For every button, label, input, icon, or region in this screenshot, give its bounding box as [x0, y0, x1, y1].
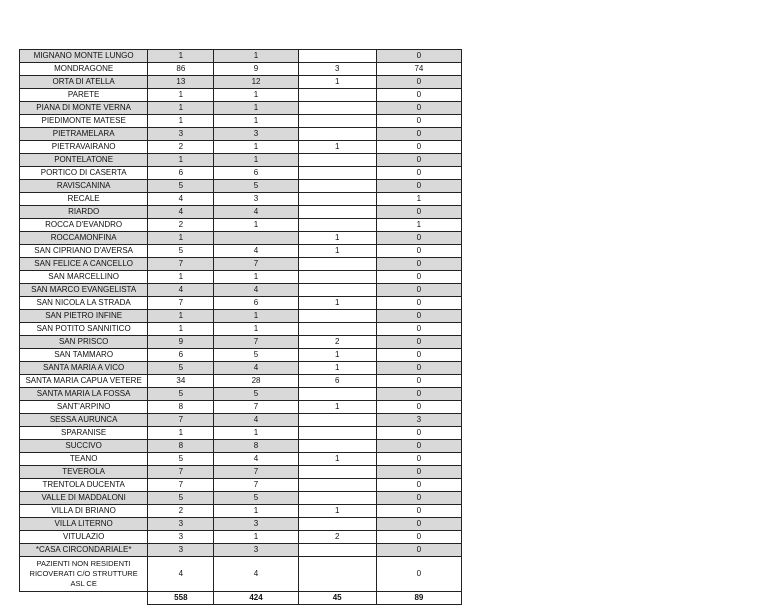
value-cell [298, 258, 376, 271]
municipality-cell: SANTA MARIA A VICO [20, 362, 148, 375]
table-row [20, 453, 462, 466]
value-cell: 0 [376, 310, 461, 323]
value-cell: 4 [148, 206, 214, 219]
value-cell [298, 518, 376, 531]
municipality-cell: ORTA DI ATELLA [20, 76, 148, 89]
municipality-cell: SANTA MARIA CAPUA VETERE [20, 375, 148, 388]
municipality-cell: PIEDIMONTE MATESE [20, 115, 148, 128]
value-cell: 7 [214, 401, 298, 414]
value-cell: 4 [214, 362, 298, 375]
value-cell: 0 [376, 544, 461, 557]
value-cell: 1 [214, 505, 298, 518]
value-cell: 9 [148, 336, 214, 349]
value-cell: 0 [376, 518, 461, 531]
value-cell: 3 [214, 544, 298, 557]
value-cell [298, 167, 376, 180]
value-cell: 6 [214, 297, 298, 310]
value-cell: 3 [214, 193, 298, 206]
value-cell: 4 [148, 193, 214, 206]
value-cell: 1 [214, 154, 298, 167]
table-row [20, 479, 462, 492]
value-cell [298, 557, 376, 592]
value-cell: 0 [376, 115, 461, 128]
value-cell: 1 [148, 154, 214, 167]
value-cell: 13 [148, 76, 214, 89]
value-cell: 3 [214, 518, 298, 531]
value-cell: 1 [298, 232, 376, 245]
table-row [20, 323, 462, 336]
table-row [20, 310, 462, 323]
table-row [20, 414, 462, 427]
value-cell [298, 479, 376, 492]
value-cell: 1 [298, 297, 376, 310]
value-cell: 1 [214, 531, 298, 544]
value-cell: 1 [214, 102, 298, 115]
value-cell [298, 466, 376, 479]
municipality-cell: SANT'ARPINO [20, 401, 148, 414]
table-row [20, 102, 462, 115]
municipality-cell: SUCCIVO [20, 440, 148, 453]
value-cell: 6 [148, 349, 214, 362]
value-cell: 3 [148, 518, 214, 531]
table-row [20, 219, 462, 232]
value-cell: 1 [148, 89, 214, 102]
totals-row [20, 592, 462, 605]
value-cell: 0 [376, 375, 461, 388]
municipality-cell: SESSA AURUNCA [20, 414, 148, 427]
value-cell [298, 206, 376, 219]
municipality-cell: ROCCAMONFINA [20, 232, 148, 245]
value-cell [298, 271, 376, 284]
value-cell: 0 [376, 362, 461, 375]
value-cell: 1 [148, 102, 214, 115]
value-cell: 7 [214, 336, 298, 349]
value-cell [298, 219, 376, 232]
value-cell: 1 [298, 76, 376, 89]
value-cell: 6 [214, 167, 298, 180]
value-cell: 0 [376, 89, 461, 102]
value-cell: 74 [376, 63, 461, 76]
municipality-cell: SAN MARCELLINO [20, 271, 148, 284]
value-cell: 1 [148, 50, 214, 63]
municipality-cell: PARETE [20, 89, 148, 102]
municipality-cell: RECALE [20, 193, 148, 206]
municipality-cell: MONDRAGONE [20, 63, 148, 76]
value-cell: 0 [376, 50, 461, 63]
value-cell [298, 89, 376, 102]
value-cell: 5 [214, 180, 298, 193]
value-cell: 4 [214, 557, 298, 592]
municipality-cell: SAN POTITO SANNITICO [20, 323, 148, 336]
value-cell: 0 [376, 492, 461, 505]
value-cell [298, 193, 376, 206]
table-row [20, 141, 462, 154]
table-row [20, 206, 462, 219]
value-cell: 1 [148, 310, 214, 323]
value-cell: 4 [214, 284, 298, 297]
value-cell: 0 [376, 167, 461, 180]
value-cell: 8 [148, 401, 214, 414]
table-row [20, 388, 462, 401]
value-cell: 0 [376, 557, 461, 592]
value-cell: 34 [148, 375, 214, 388]
total-cell: 45 [298, 592, 376, 605]
value-cell: 0 [376, 180, 461, 193]
municipality-cell: VILLA DI BRIANO [20, 505, 148, 518]
municipality-cell: PORTICO DI CASERTA [20, 167, 148, 180]
value-cell: 5 [148, 388, 214, 401]
value-cell [298, 323, 376, 336]
table-row [20, 466, 462, 479]
table-row [20, 505, 462, 518]
value-cell: 1 [214, 141, 298, 154]
table-row [20, 232, 462, 245]
value-cell: 3 [376, 414, 461, 427]
value-cell: 1 [376, 219, 461, 232]
table-row [20, 518, 462, 531]
value-cell: 0 [376, 154, 461, 167]
value-cell: 3 [214, 128, 298, 141]
value-cell: 7 [148, 479, 214, 492]
table-row [20, 89, 462, 102]
table-row [20, 492, 462, 505]
value-cell: 1 [148, 323, 214, 336]
value-cell: 0 [376, 336, 461, 349]
municipality-cell: RIARDO [20, 206, 148, 219]
table-row [20, 271, 462, 284]
value-cell: 6 [148, 167, 214, 180]
municipality-cell: VILLA LITERNO [20, 518, 148, 531]
value-cell: 28 [214, 375, 298, 388]
value-cell [298, 414, 376, 427]
value-cell: 7 [214, 258, 298, 271]
table-row [20, 258, 462, 271]
value-cell [298, 180, 376, 193]
municipality-cell: PIETRAMELARA [20, 128, 148, 141]
value-cell: 0 [376, 531, 461, 544]
value-cell [298, 310, 376, 323]
value-cell: 1 [298, 245, 376, 258]
value-cell: 1 [148, 115, 214, 128]
value-cell: 1 [298, 453, 376, 466]
table-row [20, 63, 462, 76]
table-row [20, 401, 462, 414]
total-cell: 424 [214, 592, 298, 605]
value-cell: 5 [214, 349, 298, 362]
municipality-cell: TRENTOLA DUCENTA [20, 479, 148, 492]
value-cell: 4 [214, 414, 298, 427]
value-cell: 2 [298, 336, 376, 349]
value-cell [214, 232, 298, 245]
value-cell: 4 [214, 453, 298, 466]
value-cell: 5 [148, 453, 214, 466]
value-cell: 7 [148, 414, 214, 427]
value-cell: 3 [148, 544, 214, 557]
value-cell: 4 [214, 206, 298, 219]
municipality-cell: RAVISCANINA [20, 180, 148, 193]
table-row [20, 115, 462, 128]
value-cell [298, 154, 376, 167]
value-cell: 1 [148, 232, 214, 245]
value-cell: 9 [214, 63, 298, 76]
value-cell: 1 [148, 427, 214, 440]
value-cell [298, 492, 376, 505]
value-cell: 0 [376, 206, 461, 219]
value-cell: 0 [376, 388, 461, 401]
municipality-cell: SAN PIETRO INFINE [20, 310, 148, 323]
value-cell: 0 [376, 141, 461, 154]
value-cell: 1 [214, 115, 298, 128]
value-cell: 0 [376, 401, 461, 414]
value-cell: 1 [148, 271, 214, 284]
value-cell [298, 50, 376, 63]
value-cell [298, 544, 376, 557]
municipality-cell: SAN NICOLA LA STRADA [20, 297, 148, 310]
value-cell: 1 [214, 271, 298, 284]
value-cell: 7 [148, 258, 214, 271]
municipality-cell: MIGNANO MONTE LUNGO [20, 50, 148, 63]
value-cell: 0 [376, 440, 461, 453]
value-cell: 2 [298, 531, 376, 544]
value-cell: 1 [298, 505, 376, 518]
value-cell [298, 102, 376, 115]
value-cell: 1 [376, 193, 461, 206]
value-cell: 0 [376, 466, 461, 479]
value-cell [298, 440, 376, 453]
value-cell: 7 [148, 297, 214, 310]
table-row [20, 50, 462, 63]
value-cell: 0 [376, 76, 461, 89]
municipality-cell: SAN FELICE A CANCELLO [20, 258, 148, 271]
totals-blank-cell [20, 592, 148, 605]
table-row [20, 427, 462, 440]
table-row [20, 154, 462, 167]
table-row [20, 336, 462, 349]
value-cell: 0 [376, 505, 461, 518]
value-cell: 0 [376, 102, 461, 115]
value-cell: 1 [298, 141, 376, 154]
value-cell: 6 [298, 375, 376, 388]
value-cell: 5 [148, 362, 214, 375]
municipality-cell: SAN TAMMARO [20, 349, 148, 362]
table-row [20, 531, 462, 544]
value-cell [298, 427, 376, 440]
value-cell: 4 [214, 245, 298, 258]
value-cell: 0 [376, 128, 461, 141]
municipality-cell: SANTA MARIA LA FOSSA [20, 388, 148, 401]
value-cell: 0 [376, 232, 461, 245]
total-cell: 558 [148, 592, 214, 605]
value-cell: 2 [148, 505, 214, 518]
value-cell: 5 [148, 245, 214, 258]
table-row [20, 284, 462, 297]
value-cell: 0 [376, 479, 461, 492]
value-cell: 1 [298, 349, 376, 362]
value-cell: 1 [214, 310, 298, 323]
municipality-cell: SAN PRISCO [20, 336, 148, 349]
value-cell [298, 128, 376, 141]
total-cell: 89 [376, 592, 461, 605]
table-row [20, 297, 462, 310]
table-row [20, 544, 462, 557]
value-cell: 8 [214, 440, 298, 453]
value-cell [298, 284, 376, 297]
table-row [20, 349, 462, 362]
value-cell: 1 [214, 427, 298, 440]
value-cell: 2 [148, 219, 214, 232]
value-cell: 0 [376, 427, 461, 440]
value-cell: 0 [376, 258, 461, 271]
table-row [20, 440, 462, 453]
value-cell: 1 [214, 89, 298, 102]
municipality-cell: SPARANISE [20, 427, 148, 440]
value-cell: 0 [376, 245, 461, 258]
value-cell: 12 [214, 76, 298, 89]
value-cell: 7 [214, 479, 298, 492]
value-cell: 5 [148, 492, 214, 505]
value-cell: 86 [148, 63, 214, 76]
value-cell: 5 [148, 180, 214, 193]
value-cell: 0 [376, 323, 461, 336]
value-cell: 0 [376, 349, 461, 362]
municipality-cell: PAZIENTI NON RESIDENTI RICOVERATI C/O STRUTTURE ASL CE [20, 557, 148, 592]
value-cell: 8 [148, 440, 214, 453]
municipality-cell: PIETRAVAIRANO [20, 141, 148, 154]
value-cell: 5 [214, 492, 298, 505]
table-row [20, 128, 462, 141]
municipality-cell: VALLE DI MADDALONI [20, 492, 148, 505]
value-cell: 3 [298, 63, 376, 76]
value-cell: 1 [214, 323, 298, 336]
value-cell: 0 [376, 284, 461, 297]
value-cell: 4 [148, 284, 214, 297]
municipality-cell: SAN MARCO EVANGELISTA [20, 284, 148, 297]
table-row [20, 362, 462, 375]
value-cell: 3 [148, 128, 214, 141]
value-cell: 2 [148, 141, 214, 154]
municipality-cell: PONTELATONE [20, 154, 148, 167]
table-row [20, 375, 462, 388]
table-row [20, 180, 462, 193]
value-cell: 7 [214, 466, 298, 479]
municipality-cell: *CASA CIRCONDARIALE* [20, 544, 148, 557]
table-row [20, 245, 462, 258]
municipality-cell: SAN CIPRIANO D'AVERSA [20, 245, 148, 258]
value-cell: 1 [298, 362, 376, 375]
value-cell: 1 [298, 401, 376, 414]
value-cell: 0 [376, 271, 461, 284]
municipality-cell: TEANO [20, 453, 148, 466]
municipality-cell: TEVEROLA [20, 466, 148, 479]
table-row [20, 167, 462, 180]
value-cell [298, 388, 376, 401]
covid-municipality-table [19, 49, 462, 605]
table-row [20, 193, 462, 206]
value-cell: 1 [214, 50, 298, 63]
municipality-cell: PIANA DI MONTE VERNA [20, 102, 148, 115]
municipality-cell: ROCCA D'EVANDRO [20, 219, 148, 232]
value-cell: 7 [148, 466, 214, 479]
value-cell [298, 115, 376, 128]
value-cell: 4 [148, 557, 214, 592]
table-row [20, 76, 462, 89]
value-cell: 0 [376, 297, 461, 310]
municipality-cell: VITULAZIO [20, 531, 148, 544]
table-row [20, 557, 462, 592]
value-cell: 1 [214, 219, 298, 232]
value-cell: 3 [148, 531, 214, 544]
value-cell: 5 [214, 388, 298, 401]
value-cell: 0 [376, 453, 461, 466]
